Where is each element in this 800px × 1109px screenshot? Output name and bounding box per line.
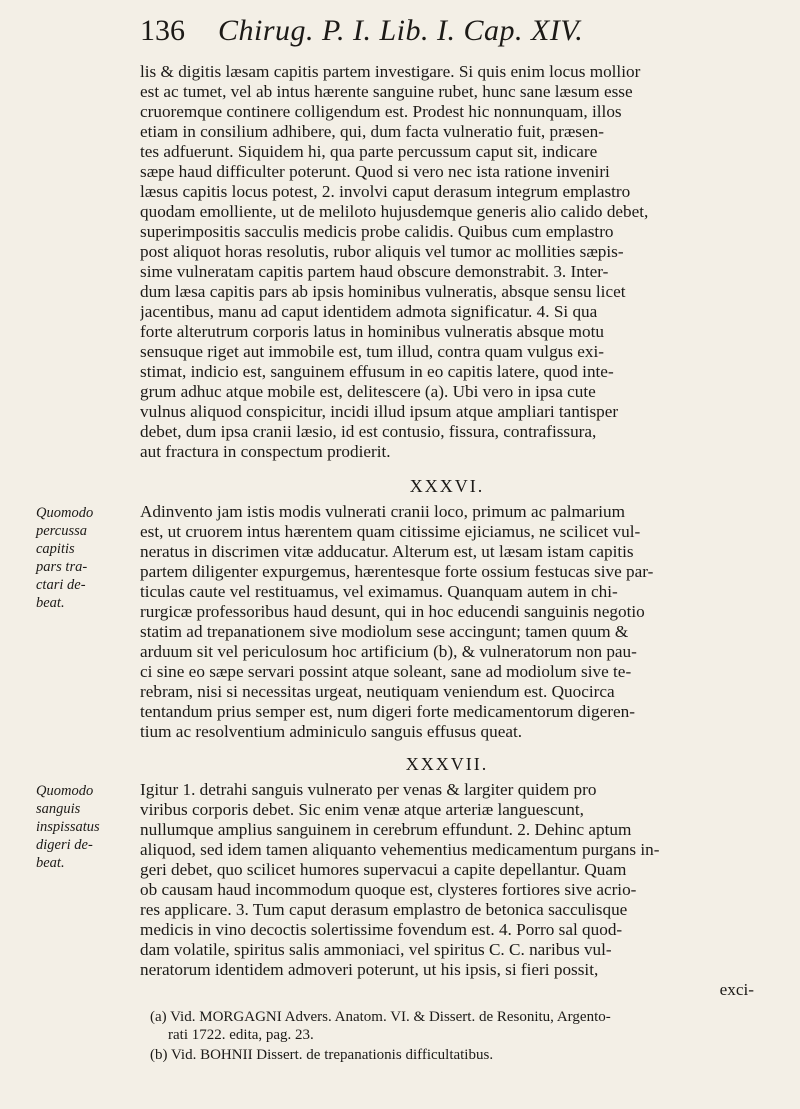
text-line: tentandum prius semper est, num digeri forte medicamentorum digeren- <box>140 702 635 721</box>
text-line: lis & digitis læsam capitis partem investigare. Si quis enim locus mollior <box>140 62 641 81</box>
margin-note: Quomodo percussa capitis pars tra- ctari de- beat. <box>36 505 94 611</box>
text-line: medicis in vino decoctis solertissime fovendum est. 4. Porro sal quod- <box>140 920 623 939</box>
text-line: rurgicæ professoribus haud desunt, qui in hoc educendi sanguinis negotio <box>140 602 645 621</box>
text-line: viribus corporis debet. Sic enim venæ atque arteriæ languescunt, <box>140 800 584 819</box>
section-number: XXXVI. <box>409 476 485 496</box>
running-title: Chirug. P. I. Lib. I. Cap. XIV. <box>218 14 584 47</box>
margin-note: Quomodo sanguis inspissatus digeri de- beat. <box>36 783 100 871</box>
text-line: geri debet, quo scilicet humores supervacui a capite depellantur. Quam <box>140 860 627 879</box>
text-line: est ac tumet, vel ab intus hærente sanguine rubet, hunc sane læsum esse <box>140 82 633 101</box>
text-line: sæpe haud difficulter poterunt. Quod si vero nec ista ratione inveniri <box>140 162 610 181</box>
text-line: neratorum identidem admoveri poterunt, ut his ipsis, si fieri possit, <box>140 960 599 979</box>
text-line: aut fractura in conspectum prodierit. <box>140 442 391 461</box>
page-header <box>140 14 740 50</box>
text-line: arduum sit vel periculosum hoc artificium (b), & vulneratorum non pau- <box>140 642 637 661</box>
text-line: tium ac resolventium adminiculo sanguis effusus queat. <box>140 722 523 741</box>
text-line: debet, dum ipsa cranii læsio, id est contusio, fissura, contrafissura, <box>140 422 597 441</box>
text-line: partem diligenter expurgemus, hærentesque forte ossium festucas sive par- <box>140 562 654 581</box>
text-line: post aliquot horas resolutis, rubor aliquis vel tumor ac mollities sæpis- <box>140 242 624 261</box>
text-line: læsus capitis locus potest, 2. involvi caput derasum integrum emplastro <box>140 182 631 201</box>
text-line: dam volatile, spiritus salis ammoniaci, vel spiritus C. C. naribus vul- <box>140 940 612 959</box>
text-line: grum adhuc atque mobile est, delitescere (a). Ubi vero in ipsa cute <box>140 382 596 401</box>
text-line: statim ad trepanationem sive modiolum sese accingunt; tamen quum & <box>140 622 629 641</box>
footnote: (a) Vid. MORGAGNI Advers. Anatom. VI. & Dissert. de Resonitu, Argento- <box>150 1009 611 1025</box>
text-line: vulnus aliquod conspicitur, incidi illud ipsum atque ampliari tantisper <box>140 402 619 421</box>
text-line: Igitur 1. detrahi sanguis vulnerato per venas & largiter quidem pro <box>140 780 597 799</box>
text-line: jacentibus, manu ad caput identidem admota significatur. 4. Si qua <box>140 302 598 321</box>
text-line: cruoremque continere colligendum est. Prodest hic nonnunquam, illos <box>140 102 622 121</box>
text-line: rebram, nisi si necessitas urgeat, neutiquam veniendum est. Quocirca <box>140 682 615 701</box>
text-line: etiam in consilium adhibere, qui, dum facta vulneratio fuit, præsen- <box>140 122 604 141</box>
text-line: sensuque riget aut immobile est, tum illud, contra quam vulgus exi- <box>140 342 604 361</box>
text-line: superimpositis sacculis medicis probe calidis. Quibus cum emplastro <box>140 222 614 241</box>
footnote: (b) Vid. BOHNII Dissert. de trepanationis difficultatibus. <box>150 1047 494 1063</box>
text-line: tes adfuerunt. Siquidem hi, qua parte percussum caput sit, indicare <box>140 142 598 161</box>
catchword: exci- <box>719 980 754 999</box>
text-line: aliquod, sed idem tamen aliquanto vehementius medicamentum purgans in- <box>140 840 660 859</box>
text-line: ob causam haud incommodum quoque est, clysteres fortiores sive acrio- <box>140 880 637 899</box>
page-number: 136 <box>140 14 185 47</box>
section-number: XXXVII. <box>405 754 489 774</box>
text-line: sime vulneratam capitis partem haud obscure demonstrabit. 3. Inter- <box>140 262 609 281</box>
text-line: nullumque amplius sanguinem in cerebrum effundunt. 2. Dehinc aptum <box>140 820 632 839</box>
text-line: neratus in discrimen vitæ adducatur. Alterum est, ut læsam istam capitis <box>140 542 634 561</box>
text-line: quodam emolliente, ut de meliloto hujusdemque generis alio calido debet, <box>140 202 649 221</box>
text-line: Adinvento jam istis modis vulnerati cranii loco, primum ac palmarium <box>140 502 625 521</box>
text-line: ci sine eo sæpe servari possint atque soleant, sane ad modiolum sive te- <box>140 662 632 681</box>
text-line: dum læsa capitis pars ab ipsis hominibus vulneratis, absque sensu licet <box>140 282 626 301</box>
footnote: rati 1722. edita, pag. 23. <box>168 1027 314 1043</box>
text-line: res applicare. 3. Tum caput derasum emplastro de betonica sacculisque <box>140 900 628 919</box>
text-line: stimat, indicio est, sanguinem effusum in eo capitis latere, quod inte- <box>140 362 614 381</box>
text-line: est, ut cruorem intus hærentem quam citissime ejiciamus, ne scilicet vul- <box>140 522 641 541</box>
text-line: forte alterutrum corporis latus in hominibus vulneratis absque motu <box>140 322 604 341</box>
text-line: ticulas caute vel restituamus, vel eximamus. Quanquam autem in chi- <box>140 582 618 601</box>
